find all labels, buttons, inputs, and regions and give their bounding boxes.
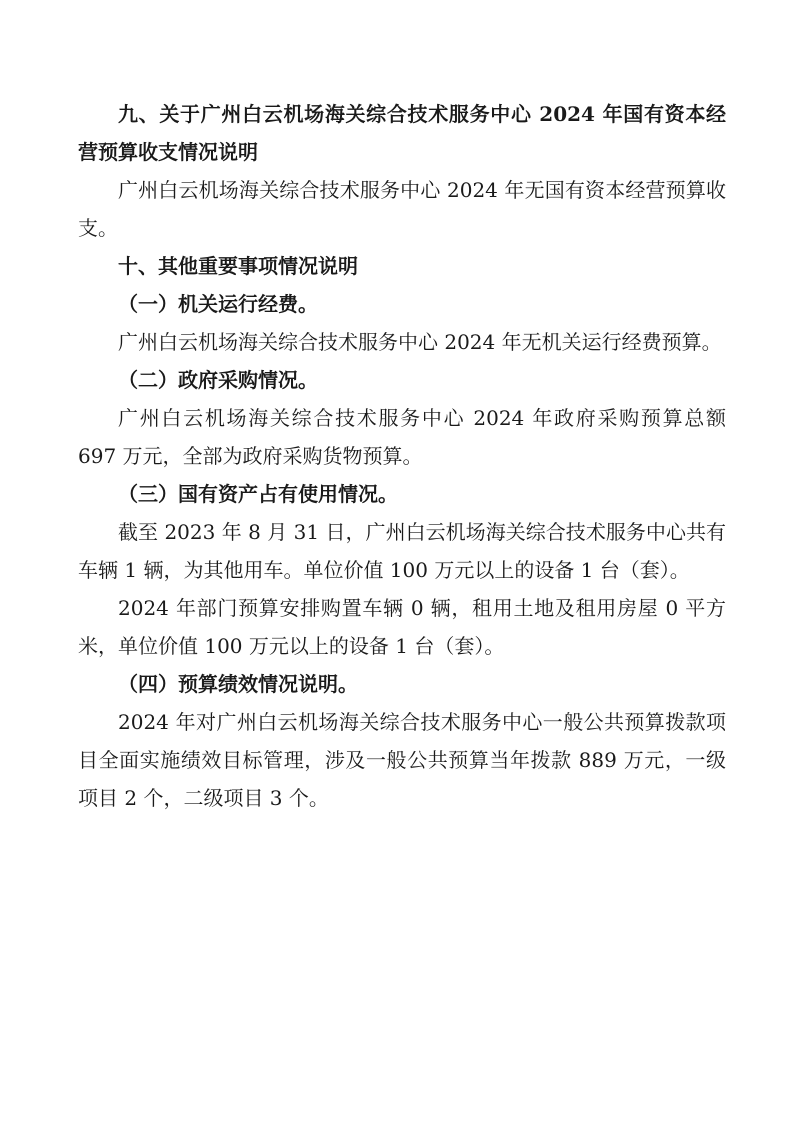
subsection-1-heading: （一）机关运行经费。 — [118, 292, 318, 316]
subsection-2-heading: （二）政府采购情况。 — [118, 368, 318, 392]
document-body — [78, 95, 726, 817]
subsection-4-heading: （四）预算绩效情况说明。 — [118, 672, 358, 696]
section-9-heading: 九、关于广州白云机场海关综合技术服务中心 2024 年国有资本经营预算收支情况说明 — [78, 102, 726, 164]
subsection-1-body: 广州白云机场海关综合技术服务中心 2024 年无机关运行经费预算。 — [118, 330, 722, 354]
subsection-3-heading: （三）国有资产占有使用情况。 — [118, 482, 398, 506]
subsection-2-body: 广州白云机场海关综合技术服务中心 2024 年政府采购预算总额 697 万元，全部为政府采购货物预算。 — [78, 406, 726, 468]
subsection-3-body-1: 截至 2023 年 8 月 31 日，广州白云机场海关综合技术服务中心共有车辆 1 辆，为其他用车。单位价值 100 万元以上的设备 1 台（套）。 — [78, 520, 726, 582]
subsection-3-body-2: 2024 年部门预算安排购置车辆 0 辆，租用土地及租用房屋 0 平方米，单位价值 100 万元以上的设备 1 台（套）。 — [78, 596, 726, 658]
subsection-4-body: 2024 年对广州白云机场海关综合技术服务中心一般公共预算拨款项目全面实施绩效目标管理，涉及一般公共预算当年拨款 889 万元，一级项目 2 个，二级项目 3 个。 — [78, 710, 726, 810]
section-9-body: 广州白云机场海关综合技术服务中心 2024 年无国有资本经营预算收支。 — [78, 178, 726, 240]
section-10-heading: 十、其他重要事项情况说明 — [118, 254, 358, 278]
